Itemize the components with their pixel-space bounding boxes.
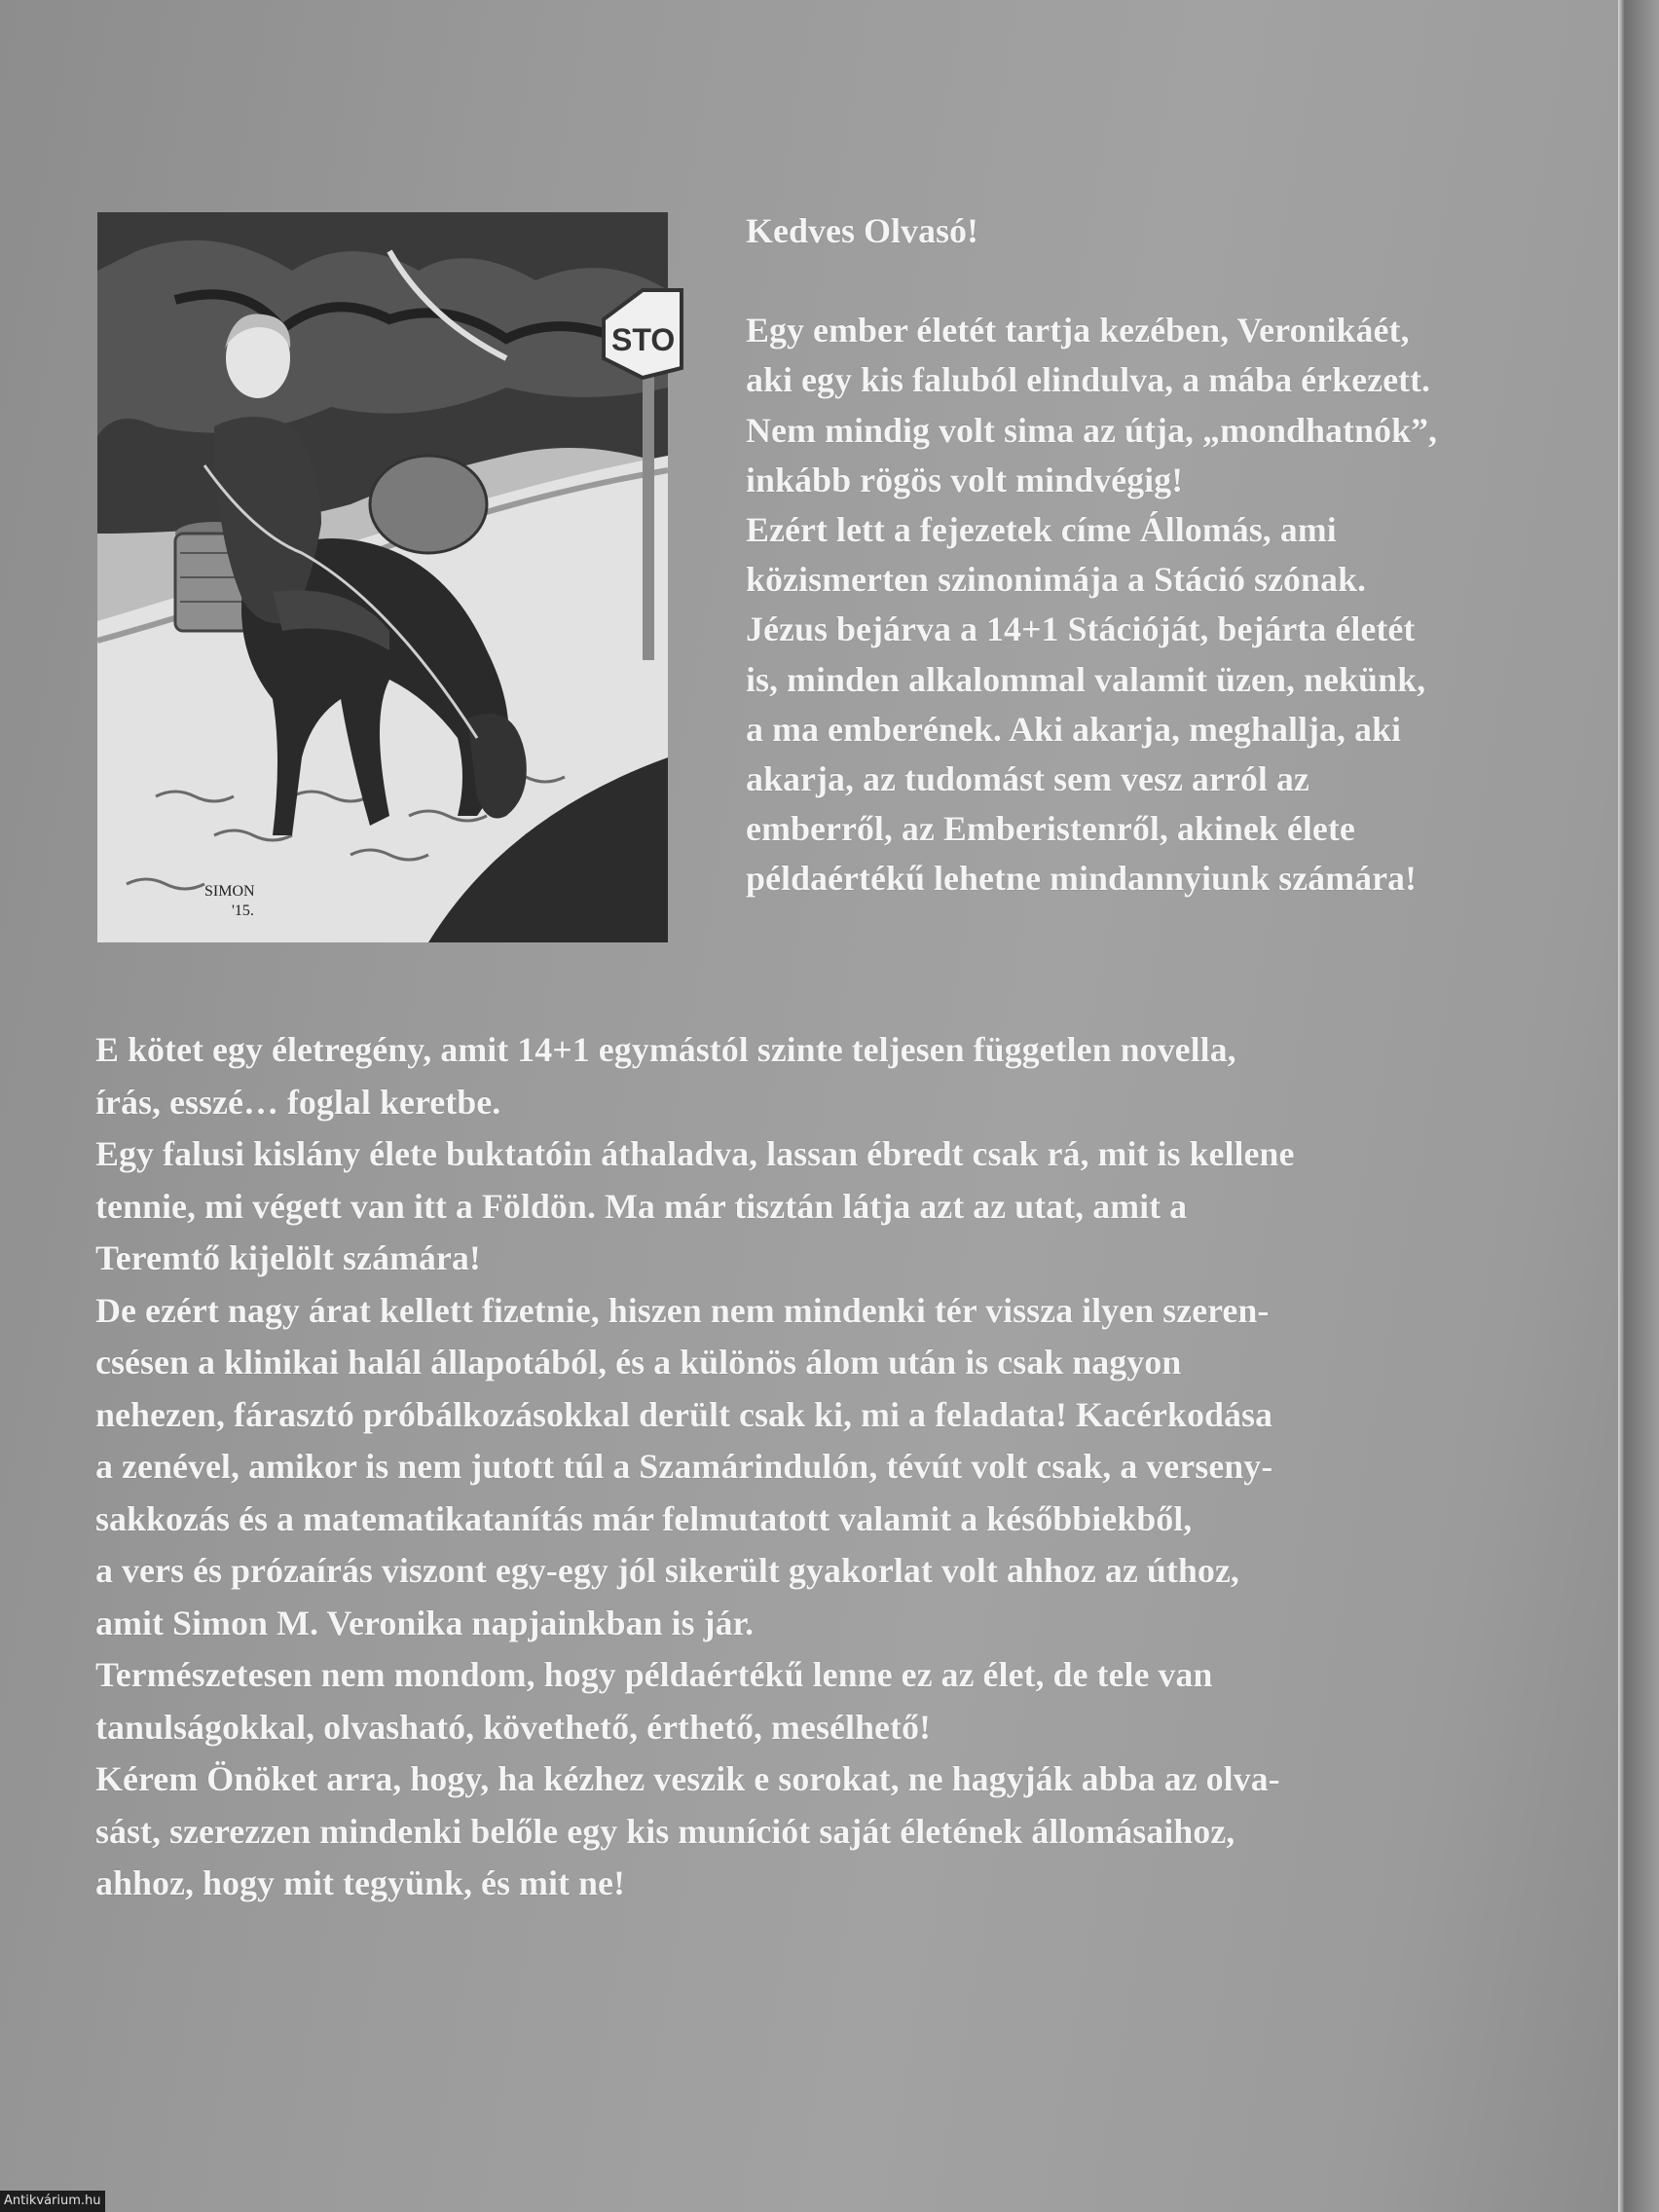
letter-line: Ezért lett a fejezetek címe Állomás, ami bbox=[746, 510, 1337, 550]
blurb-line: sakkozás és a matematikatanítás már felmutatott valamit a későbbiekből, bbox=[95, 1498, 1193, 1538]
stop-sign-text: STO bbox=[611, 322, 676, 357]
watermark: Antikvárium.hu bbox=[0, 2191, 105, 2212]
cover-painting bbox=[97, 212, 676, 942]
letter-line: a ma emberének. Aki akarja, meghallja, aki bbox=[746, 709, 1401, 749]
letter-greeting: Kedves Olvasó! bbox=[746, 211, 978, 250]
letter-line: Jézus bejárva a 14+1 Stációját, bejárta életét bbox=[746, 609, 1416, 649]
letter-line: közismerten szinonimája a Stáció szónak. bbox=[746, 560, 1366, 600]
blurb-line: a vers és prózaírás viszont egy-egy jól sikerült gyakorlat volt ahhoz az úthoz, bbox=[95, 1551, 1239, 1590]
blurb-line: ahhoz, hogy mit tegyünk, és mit ne! bbox=[95, 1863, 626, 1902]
letter-line: is, minden alkalommal valamit üzen, nekünk, bbox=[746, 659, 1426, 699]
blurb-line: Egy falusi kislány élete buktatóin áthaladva, lassan ébredt csak rá, mit is kellene bbox=[95, 1134, 1295, 1173]
blurb-line: E kötet egy életregény, amit 14+1 egymástól szinte teljesen független novella, bbox=[95, 1030, 1236, 1069]
blurb-line: Természetesen nem mondom, hogy példaértékű lenne ez az élet, de tele van bbox=[95, 1655, 1213, 1694]
blurb-line: De ezért nagy árat kellett fizetnie, hiszen nem mindenki tér vissza ilyen szeren- bbox=[95, 1290, 1270, 1330]
blurb-line: Teremtő kijelölt számára! bbox=[95, 1238, 481, 1277]
letter-line: inkább rögös volt mindvégig! bbox=[746, 460, 1184, 499]
blurb-line: nehezen, fárasztó próbálkozásokkal derült csak ki, mi a feladata! Kacérkodása bbox=[95, 1394, 1272, 1434]
letter-line: Egy ember életét tartja kezében, Veronikáét, bbox=[746, 311, 1410, 350]
blurb-text bbox=[95, 1024, 1595, 1910]
letter-block bbox=[746, 206, 1603, 904]
letter-line: aki egy kis faluból elindulva, a mába érkezett. bbox=[746, 360, 1431, 400]
letter-line: példaértékű lehetne mindannyiunk számára! bbox=[746, 859, 1418, 899]
blurb-line: Kérem Önöket arra, hogy, ha kézhez veszik e sorokat, ne hagyják abba az olva- bbox=[95, 1759, 1280, 1798]
painting-signature: SIMON bbox=[204, 883, 255, 900]
letter-line: emberről, az Emberistenről, akinek élete bbox=[746, 809, 1355, 849]
blurb-line: tennie, mi végett van itt a Földön. Ma már tisztán látja azt az utat, amit a bbox=[95, 1186, 1188, 1226]
letter-line: akarja, az tudomást sem vesz arról az bbox=[746, 759, 1309, 799]
letter-line: Nem mindig volt sima az útja, „mondhatnók”, bbox=[746, 410, 1438, 450]
painting-woman-on-donkey bbox=[97, 212, 676, 942]
blurb-line: csésen a klinikai halál állapotából, és a különös álom után is csak nagyon bbox=[95, 1343, 1182, 1382]
book-edge bbox=[1624, 0, 1659, 2212]
blurb-line: a zenével, amikor is nem jutott túl a Szamárindulón, tévút volt csak, a verseny- bbox=[95, 1447, 1273, 1486]
blurb-line: amit Simon M. Veronika napjainkban is jár. bbox=[95, 1603, 755, 1642]
blurb-line: sást, szerezzen mindenki belőle egy kis muníciót saját életének állomásaihoz, bbox=[95, 1811, 1235, 1851]
blurb-line: tanulságokkal, olvasható, követhető, érthető, mesélhető! bbox=[95, 1707, 931, 1747]
painting-signature-year: '15. bbox=[232, 903, 254, 919]
book-spine bbox=[1618, 0, 1624, 2212]
blurb-line: írás, esszé… foglal keretbe. bbox=[95, 1082, 501, 1122]
